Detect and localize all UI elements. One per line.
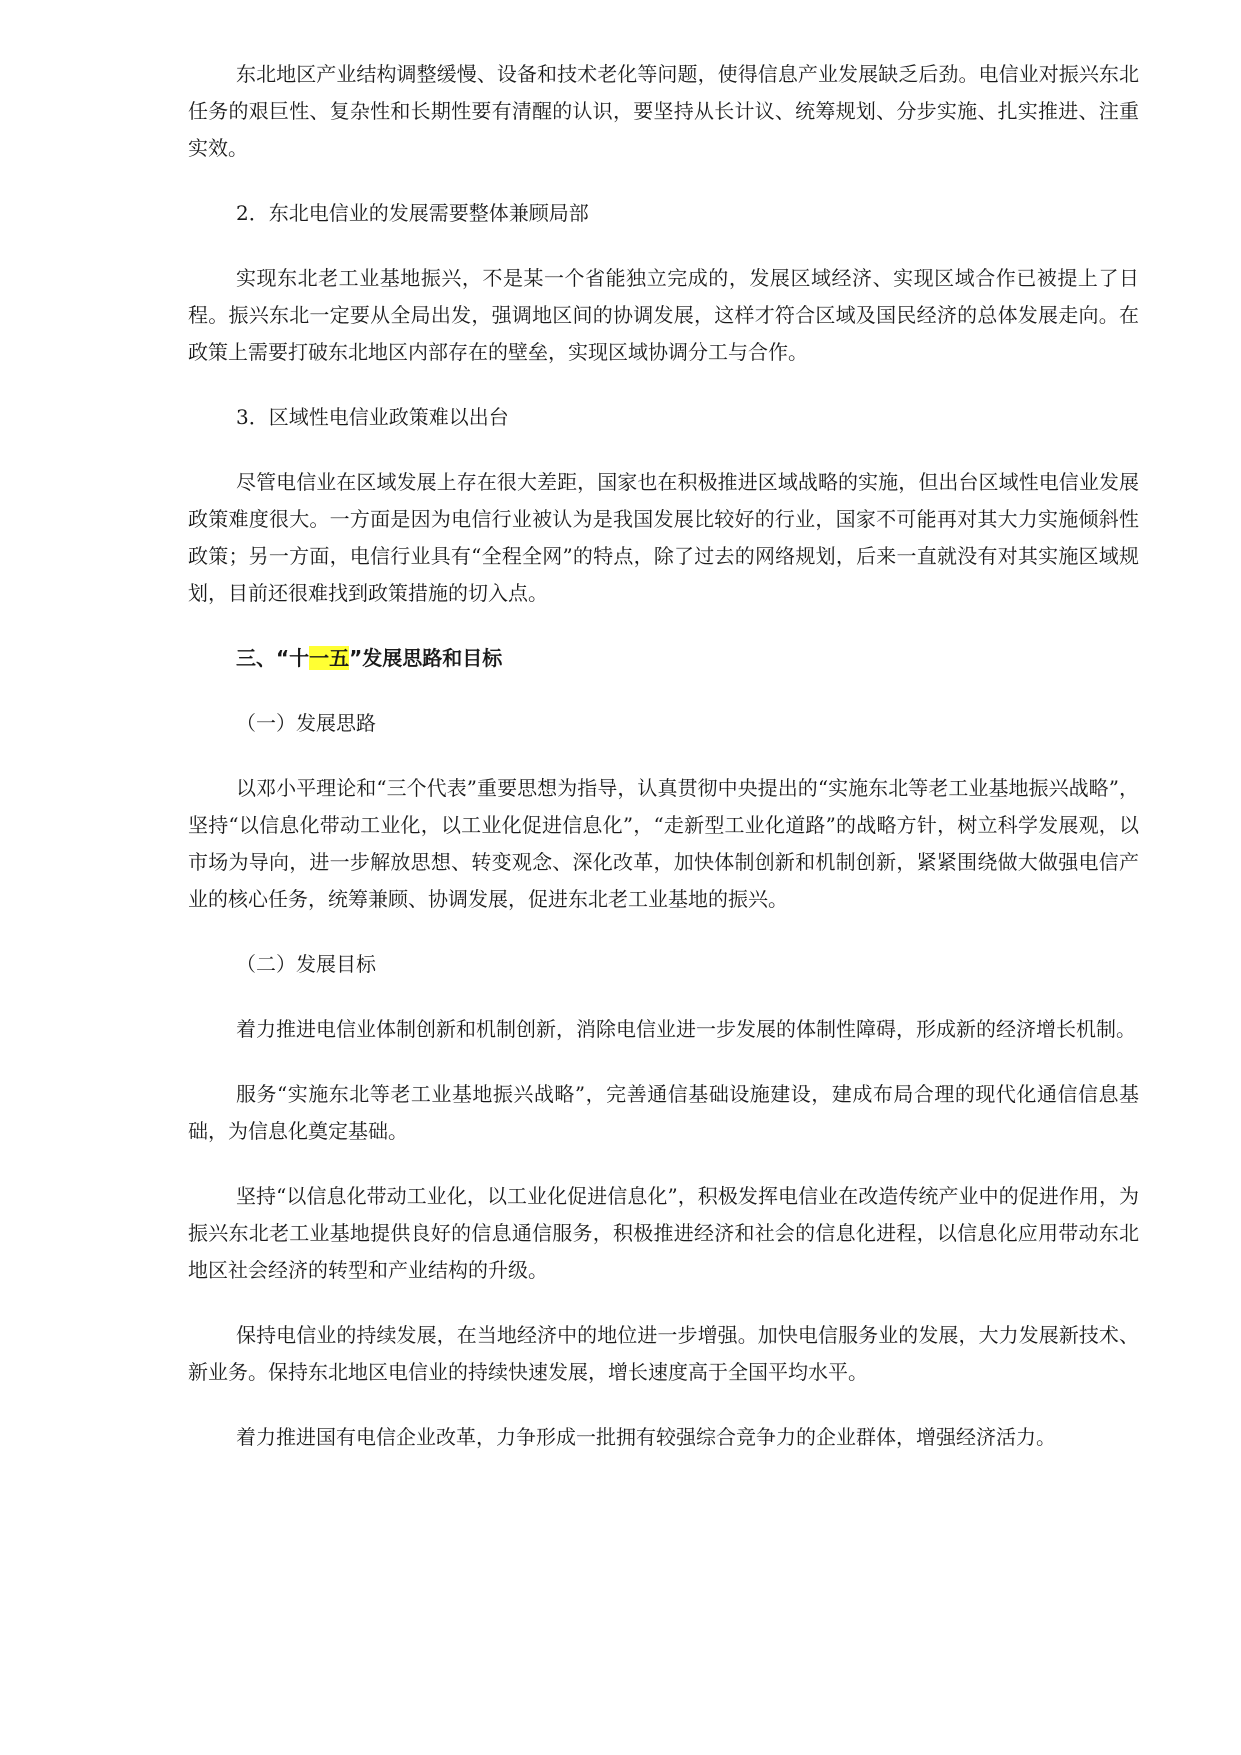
subheading-3: 3．区域性电信业政策难以出台	[236, 405, 509, 429]
paragraph-goal-growth: 保持电信业的持续发展，在当地经济中的地位进一步增强。加快电信服务业的发展，大力发展新技术、新业务。保持东北地区电信业的持续快速发展，增长速度高于全国平均水平。	[188, 1323, 1139, 1384]
subheading-development-approach: （一）发展思路	[236, 711, 376, 735]
paragraph-goal-infrastructure: 服务“实施东北等老工业基地振兴战略”，完善通信基础设施建设，建成布局合理的现代化通信信息基础，为信息化奠定基础。	[188, 1082, 1139, 1143]
paragraph-goal-reform: 着力推进电信业体制创新和机制创新，消除电信业进一步发展的体制性障碍，形成新的经济增长机制。	[236, 1017, 1136, 1041]
document-body	[188, 56, 1139, 1484]
paragraph-goal-informatization: 坚持“以信息化带动工业化，以工业化促进信息化”，积极发挥电信业在改造传统产业中的促进作用，为振兴东北老工业基地提供良好的信息通信服务，积极推进经济和社会的信息化进程，以信息化应用带动东北地区社会经济的转型和产业结构的升级。	[188, 1184, 1139, 1282]
subheading-development-goals: （二）发展目标	[236, 952, 376, 976]
paragraph-regional-cooperation: 实现东北老工业基地振兴，不是某一个省能独立完成的，发展区域经济、实现区域合作已被提上了日程。振兴东北一定要从全局出发，强调地区间的协调发展，这样才符合区域及国民经济的总体发展走向。在政策上需要打破东北地区内部存在的壁垒，实现区域协调分工与合作。	[188, 266, 1139, 364]
section-heading-highlight: 一五	[309, 646, 350, 670]
section-heading-prefix: 三、“十	[236, 646, 310, 670]
paragraph-guiding-thought: 以邓小平理论和“三个代表”重要思想为指导，认真贯彻中央提出的“实施东北等老工业基地振兴战略”，坚持“以信息化带动工业化，以工业化促进信息化”，“走新型工业化道路”的战略方针，树立科学发展观，以市场为导向，进一步解放思想、转变观念、深化改革，加快体制创新和机制创新，紧紧围绕做大做强电信产业的核心任务，统筹兼顾、协调发展，促进东北老工业基地的振兴。	[188, 776, 1139, 911]
subheading-2: 2．东北电信业的发展需要整体兼顾局部	[236, 201, 589, 225]
section-heading-suffix: ”发展思路和目标	[349, 646, 503, 670]
paragraph-regional-policy: 尽管电信业在区域发展上存在很大差距，国家也在积极推进区域战略的实施，但出台区域性电信业发展政策难度很大。一方面是因为电信行业被认为是我国发展比较好的行业，国家不可能再对其大力实施倾斜性政策；另一方面，电信行业具有“全程全网”的特点，除了过去的网络规划，后来一直就没有对其实施区域规划，目前还很难找到政策措施的切入点。	[188, 470, 1139, 605]
paragraph-goal-enterprise: 着力推进国有电信企业改革，力争形成一批拥有较强综合竞争力的企业群体，增强经济活力。	[236, 1425, 1056, 1449]
section-heading	[188, 640, 1139, 677]
paragraph-northeast-structure: 东北地区产业结构调整缓慢、设备和技术老化等问题，使得信息产业发展缺乏后劲。电信业对振兴东北任务的艰巨性、复杂性和长期性要有清醒的认识，要坚持从长计议、统筹规划、分步实施、扎实推进、注重实效。	[188, 62, 1139, 160]
